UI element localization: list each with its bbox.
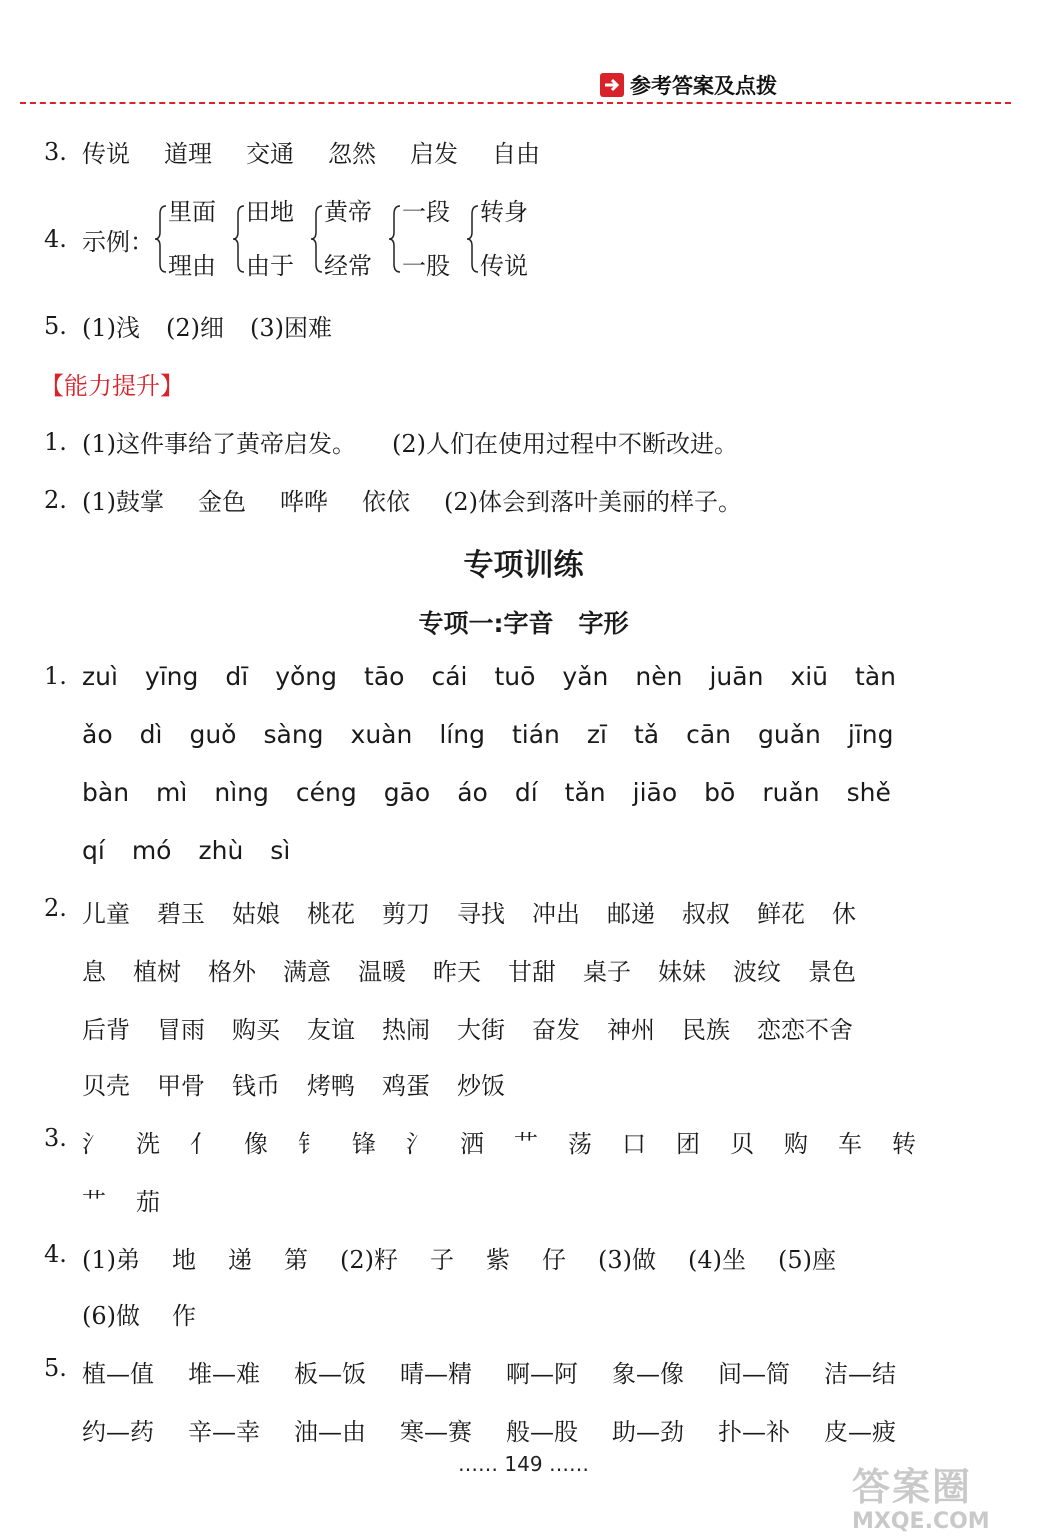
arrow-right-icon: [600, 73, 624, 97]
answer-word: áo: [457, 778, 488, 807]
answer-word: yǎn: [562, 662, 609, 691]
answer-word: 炒饭: [457, 1072, 505, 1100]
pair-word: 一段: [402, 198, 450, 226]
pair-word: 一股: [402, 252, 450, 280]
answer-word: 艹: [82, 1188, 106, 1216]
answer-word: 鲜花: [757, 900, 805, 928]
answer-word: gāo: [383, 778, 431, 807]
answer-word: shě: [846, 778, 891, 807]
answer-word: 锋: [352, 1130, 376, 1158]
answer-word: nèn: [635, 662, 683, 691]
watermark-logo: [852, 1456, 1032, 1532]
question-number: 3.: [44, 137, 67, 166]
header-label: [600, 70, 777, 100]
answer-word: 神州: [607, 1016, 655, 1044]
question-number: 1.: [44, 662, 67, 690]
answer-word: 桃花: [307, 900, 355, 928]
answer-word: 剪刀: [382, 900, 430, 928]
answer-word: dī: [225, 662, 249, 691]
s1-line: [82, 662, 923, 691]
page-number: 149: [504, 1452, 543, 1476]
answer-word: 温暖: [358, 958, 406, 986]
answer-word: 道理: [164, 140, 212, 168]
answer-item: (2)细: [166, 314, 224, 342]
answer-word: 购买: [232, 1016, 280, 1044]
answer-word: 冲出: [532, 900, 580, 928]
special-question-5-number: [44, 1354, 82, 1382]
answer-word: ruǎn: [762, 778, 820, 807]
answer-word: dí: [514, 778, 538, 807]
s2-line: [82, 1066, 532, 1101]
s5-line: [82, 1412, 930, 1447]
question-number: 4.: [44, 1240, 67, 1268]
answer-word: 自由: [492, 140, 540, 168]
answer-item: 金色: [198, 488, 246, 516]
answer-word: (6)做: [82, 1302, 140, 1330]
question-number: 5.: [44, 311, 67, 340]
answer-word: 昨天: [433, 958, 481, 986]
s3-line: [82, 1124, 946, 1159]
answer-word: 波纹: [733, 958, 781, 986]
answer-word: 钱币: [232, 1072, 280, 1100]
special-question-3-number: [44, 1124, 82, 1152]
answer-item: (3)困难: [250, 314, 332, 342]
answer-word: tǎn: [564, 778, 606, 807]
answer-word: 姑娘: [232, 900, 280, 928]
answer-word: 口: [622, 1130, 646, 1158]
answer-word: 氵: [82, 1130, 106, 1158]
answer-word: céng: [295, 778, 357, 807]
watermark-text: 答案圈: [852, 1465, 973, 1509]
answer-word: líng: [439, 720, 485, 749]
answer-word: mì: [156, 778, 188, 807]
answer-word: 息: [82, 958, 106, 986]
question-number: 4.: [44, 225, 67, 253]
answer-word: juān: [709, 662, 764, 691]
answer-word: 地: [172, 1246, 196, 1274]
question-5: [44, 308, 358, 343]
answer-word: 贝: [730, 1130, 754, 1158]
answer-word: 皮—疲: [824, 1418, 896, 1446]
answer-word: 助—劲: [612, 1418, 684, 1446]
answer-word: zhù: [198, 836, 244, 865]
answer-word: 邮递: [607, 900, 655, 928]
answer-word: 堆—难: [188, 1360, 260, 1388]
answer-item: (1)浅: [82, 314, 140, 342]
answer-word: 冒雨: [157, 1016, 205, 1044]
answer-word: 寒—赛: [400, 1418, 472, 1446]
question-number: 2.: [44, 894, 67, 922]
section-title: 专项训练: [463, 548, 584, 583]
pair-word: 转身: [480, 198, 528, 226]
answer-word: tuō: [494, 662, 536, 691]
answer-word: 热闹: [382, 1016, 430, 1044]
special-question-4-number: [44, 1240, 82, 1268]
answer-word: tǎ: [633, 720, 660, 749]
answer-word: 烤鸭: [307, 1072, 355, 1100]
answer-word: 像: [244, 1130, 268, 1158]
pair-word: 田地: [246, 198, 294, 226]
answer-word: (1)弟: [82, 1246, 140, 1274]
ability-question-1: [44, 424, 738, 459]
brace-icon: [310, 204, 324, 274]
answer-word: 子: [430, 1246, 454, 1274]
answer-word: 景色: [808, 958, 856, 986]
answer-word: 转: [892, 1130, 916, 1158]
s2-line: [82, 894, 883, 929]
answer-word: 钅: [298, 1130, 322, 1158]
answer-word: 洒: [460, 1130, 484, 1158]
answer-word: tāo: [364, 662, 405, 691]
pair-word: 传说: [480, 252, 528, 280]
special-question-2-number: [44, 894, 82, 922]
brace-icon: [154, 204, 168, 274]
answer-word: tián: [511, 720, 560, 749]
answer-item: 依依: [362, 488, 410, 516]
answer-word: 贝壳: [82, 1072, 130, 1100]
answer-item: 哗哗: [280, 488, 328, 516]
answer-word: 碧玉: [157, 900, 205, 928]
answer-word: (2)籽: [340, 1246, 398, 1274]
answer-word: 奋发: [532, 1016, 580, 1044]
answer-word: 紫: [486, 1246, 510, 1274]
brace-icon: [232, 204, 246, 274]
answer-word: 仔: [542, 1246, 566, 1274]
example-label: 示例：: [82, 227, 154, 256]
answer-word: sì: [270, 836, 291, 865]
pair-word: 里面: [168, 198, 216, 226]
answer-word: 鸡蛋: [382, 1072, 430, 1100]
brace-icon: [466, 204, 480, 274]
answer-word: 大街: [457, 1016, 505, 1044]
word-pair: [466, 196, 528, 282]
answer-word: 洗: [136, 1130, 160, 1158]
answer-word: bàn: [82, 778, 130, 807]
answer-word: sàng: [263, 720, 324, 749]
answer-word: guǒ: [189, 720, 237, 749]
watermark-url: MXQE.COM: [852, 1509, 990, 1534]
answer-word: (4)坐: [688, 1246, 746, 1274]
header-title: 参考答案及点拨: [630, 74, 777, 98]
answer-word: cān: [686, 720, 731, 749]
answer-word: qí: [82, 836, 105, 865]
answer-word: 儿童: [82, 900, 130, 928]
answer-word: yīng: [144, 662, 199, 691]
answer-word: jīng: [847, 720, 894, 749]
pair-word: 黄帝: [324, 198, 372, 226]
answer-word: 友谊: [307, 1016, 355, 1044]
word-pair: [388, 196, 450, 282]
word-pair: [154, 196, 216, 282]
footer-dots: ……: [458, 1452, 499, 1476]
answer-word: 购: [784, 1130, 808, 1158]
s2-line: [82, 952, 883, 987]
answer-text: (2)人们在使用过程中不断改进。: [392, 430, 738, 458]
answer-word: yǒng: [275, 662, 338, 691]
answer-word: 恋恋不舍: [757, 1016, 853, 1044]
section-subtitle: 专项一:字音 字形: [418, 609, 629, 638]
answer-word: xiū: [790, 662, 829, 691]
answer-word: 妹妹: [658, 958, 706, 986]
answer-word: 叔叔: [682, 900, 730, 928]
special-question-1-number: [44, 662, 82, 690]
answer-word: 传说: [82, 140, 130, 168]
answer-word: 荡: [568, 1130, 592, 1158]
answer-word: 艹: [514, 1130, 538, 1158]
pair-word: 由于: [246, 252, 294, 280]
s4-line: [82, 1296, 228, 1331]
answer-word: 休: [832, 900, 856, 928]
answer-word: 甲骨: [157, 1072, 205, 1100]
s1-line: [82, 778, 918, 807]
question-number: 1.: [44, 427, 67, 456]
answer-word: cái: [431, 662, 468, 691]
answer-word: 忽然: [328, 140, 376, 168]
s3-line: [82, 1182, 190, 1217]
page-header: [0, 60, 1047, 110]
s1-line: [82, 720, 921, 749]
answer-word: 植树: [133, 958, 181, 986]
answer-word: 氵: [406, 1130, 430, 1158]
answer-item: (1)鼓掌: [82, 488, 164, 516]
answer-word: dì: [139, 720, 163, 749]
answer-word: 板—饭: [294, 1360, 366, 1388]
answer-word: xuàn: [350, 720, 413, 749]
answer-word: 油—由: [294, 1418, 366, 1446]
answer-word: 晴—精: [400, 1360, 472, 1388]
answer-word: 亻: [190, 1130, 214, 1158]
answer-word: 茄: [136, 1188, 160, 1216]
word-pair: [310, 196, 372, 282]
question-4: [44, 196, 544, 282]
answer-word: 间—简: [718, 1360, 790, 1388]
answer-word: 启发: [410, 140, 458, 168]
answer-word: 啊—阿: [506, 1360, 578, 1388]
s2-line: [82, 1010, 880, 1045]
answer-word: 递: [228, 1246, 252, 1274]
answer-word: tàn: [855, 662, 896, 691]
answer-word: 格外: [208, 958, 256, 986]
section-ability-heading: 【能力提升】: [40, 372, 184, 400]
footer-dots: ……: [548, 1452, 589, 1476]
answer-word: 寻找: [457, 900, 505, 928]
pair-word: 理由: [168, 252, 216, 280]
answer-word: 团: [676, 1130, 700, 1158]
answer-word: 植—值: [82, 1360, 154, 1388]
question-number: 5.: [44, 1354, 67, 1382]
answer-word: 扑—补: [718, 1418, 790, 1446]
answer-word: 作: [172, 1302, 196, 1330]
answer-word: 满意: [283, 958, 331, 986]
answer-word: 般—股: [506, 1418, 578, 1446]
answer-word: ǎo: [82, 720, 113, 749]
brace-icon: [388, 204, 402, 274]
answer-word: 第: [284, 1246, 308, 1274]
answer-word: 民族: [682, 1016, 730, 1044]
answer-word: zuì: [82, 662, 118, 691]
answer-word: mó: [131, 836, 172, 865]
answer-word: 车: [838, 1130, 862, 1158]
ability-question-2: [44, 482, 742, 517]
s5-line: [82, 1354, 930, 1389]
answer-word: 甘甜: [508, 958, 556, 986]
pair-word: 经常: [324, 252, 372, 280]
answer-word: jiāo: [632, 778, 678, 807]
answer-word: zī: [586, 720, 607, 749]
answer-word: 约—药: [82, 1418, 154, 1446]
answer-text: (1)这件事给了黄帝启发。: [82, 430, 356, 458]
answer-word: 辛—幸: [188, 1418, 260, 1446]
answer-word: nìng: [214, 778, 269, 807]
question-number: 2.: [44, 485, 67, 514]
question-3: [44, 134, 574, 169]
answer-word: 洁—结: [824, 1360, 896, 1388]
answer-word: 象—像: [612, 1360, 684, 1388]
answer-word: guǎn: [758, 720, 821, 749]
s4-line: [82, 1240, 868, 1275]
s1-line: [82, 836, 317, 865]
question-number: 3.: [44, 1124, 67, 1152]
answer-word: (5)座: [778, 1246, 836, 1274]
answer-word: bō: [704, 778, 736, 807]
answer-word: 后背: [82, 1016, 130, 1044]
answer-word: (3)做: [598, 1246, 656, 1274]
answer-word: 桌子: [583, 958, 631, 986]
header-divider: [20, 102, 1011, 104]
answer-word: 交通: [246, 140, 294, 168]
word-pair: [232, 196, 294, 282]
answer-item: (2)体会到落叶美丽的样子。: [444, 488, 742, 516]
